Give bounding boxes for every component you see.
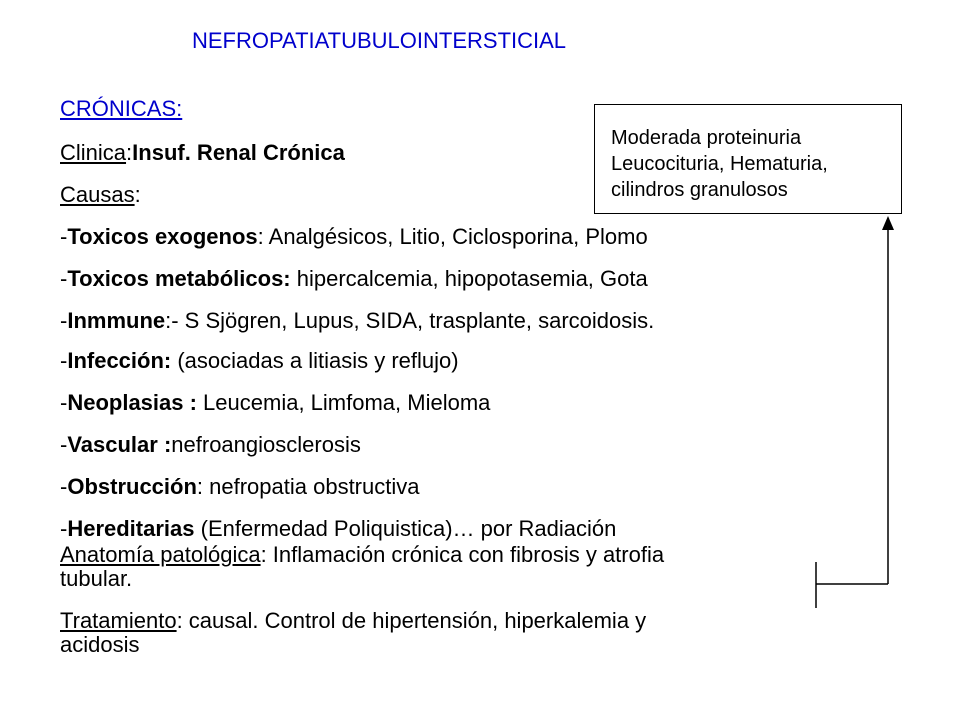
cause-prefix: - <box>60 266 68 291</box>
cause-bold: Infección: <box>67 348 172 373</box>
tratamiento-cont: acidosis <box>60 632 140 657</box>
tratamiento-text: : causal. Control de hipertensión, hiperkalemia y <box>176 608 647 633</box>
tratamiento-label: Tratamiento <box>60 608 177 633</box>
cause-rest: Leucemia, Limfoma, Mieloma <box>196 390 491 415</box>
cause-bold: Toxicos exogenos <box>67 224 258 249</box>
cause-rest: :- S Sjögren, Lupus, SIDA, trasplante, sarcoidosis. <box>165 308 655 333</box>
causas-label: Causas <box>60 182 135 207</box>
clinica-value: Insuf. Renal Crónica <box>132 140 345 165</box>
box-line: Leucocituria, Hematuria, <box>611 153 828 175</box>
cause-prefix: - <box>60 224 68 249</box>
anatomia-cont: tubular. <box>60 566 133 591</box>
cause-rest: nefroangiosclerosis <box>171 432 361 457</box>
cause-rest: (asociadas a litiasis y reflujo) <box>171 348 459 373</box>
cause-rest: : Analgésicos, Litio, Ciclosporina, Plomo <box>257 224 648 249</box>
cause-prefix: - <box>60 516 68 541</box>
cause-rest: hipercalcemia, hipopotasemia, Gota <box>290 266 648 291</box>
cause-prefix: - <box>60 308 68 333</box>
cause-bold: Neoplasias : <box>67 390 197 415</box>
arrow-head-icon <box>882 216 894 230</box>
clinica-label: Clinica <box>60 140 127 165</box>
cause-rest: (Enfermedad Poliquistica)… por Radiación <box>194 516 617 541</box>
cronicas-heading: CRÓNICAS: <box>60 96 183 121</box>
cause-prefix: - <box>60 432 68 457</box>
cause-prefix: - <box>60 390 68 415</box>
cause-rest: : nefropatia obstructiva <box>196 474 420 499</box>
anatomia-text: : Inflamación crónica con fibrosis y atrofia <box>260 542 665 567</box>
cause-bold: Vascular : <box>67 432 172 457</box>
cause-prefix: - <box>60 474 68 499</box>
box-line: Moderada proteinuria <box>611 127 802 149</box>
cause-bold: Inmmune <box>67 308 166 333</box>
cause-bold: Obstrucción <box>67 474 197 499</box>
anatomia-label: Anatomía patológica <box>60 542 261 567</box>
slide-title: NEFROPATIATUBULOINTERSTICIAL <box>192 28 567 53</box>
causas-sep: : <box>134 182 141 207</box>
cause-bold: Hereditarias <box>67 516 195 541</box>
box-line: cilindros granulosos <box>611 179 788 201</box>
cause-prefix: - <box>60 348 68 373</box>
cause-bold: Toxicos metabólicos: <box>67 266 291 291</box>
clinica-sep: : <box>126 140 133 165</box>
